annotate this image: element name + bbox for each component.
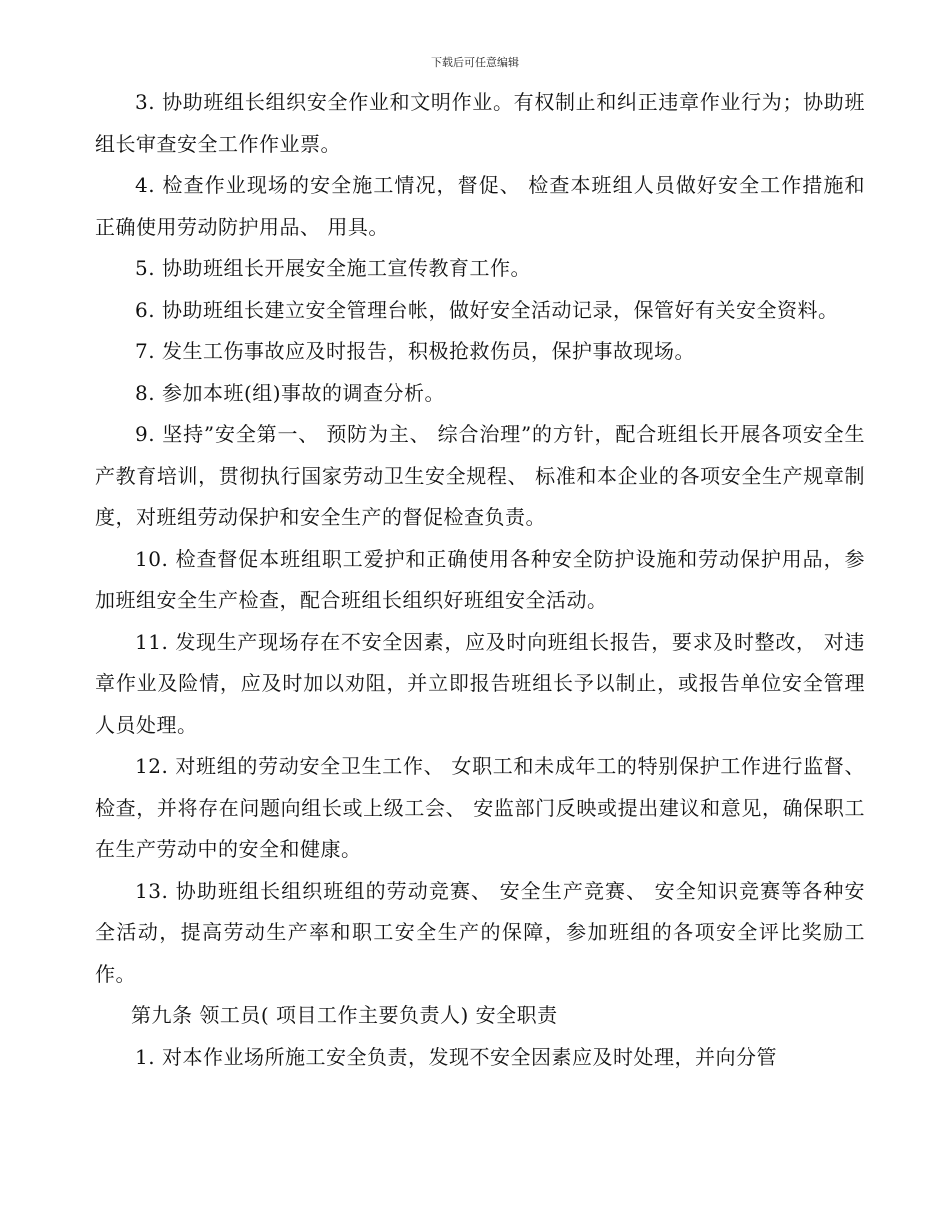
- article-heading: 第九条 领工员( 项目工作主要负责人) 安全职责: [131, 1003, 558, 1027]
- paragraph-item-6: 6. 协助班组长建立安全管理台帐，做好安全活动记录，保管好有关安全资料。: [135, 297, 839, 322]
- paragraph-item-3: 3. 协助班组长组织安全作业和文明作业。有权制止和纠正违章作业行为；协助班组长审查安全工作作业票。: [95, 90, 865, 156]
- paragraph-item-9: 9. 坚持”安全第一、 预防为主、 综合治理”的方针，配合班组长开展各项安全生产教育培训，贯彻执行国家劳动卫生安全规程、 标准和本企业的各项安全生产规章制度，对班组劳动保护和安全生产的督促检查负责。: [95, 422, 865, 529]
- paragraph-item-8: 8. 参加本班(组)事故的调查分析。: [135, 380, 446, 405]
- paragraph-item-4: 4. 检查作业现场的安全施工情况，督促、 检查本班组人员做好安全工作措施和正确使用劳动防护用品、 用具。: [95, 173, 865, 239]
- paragraph-item-10: 10. 检查督促本班组职工爱护和正确使用各种安全防护设施和劳动保护用品，参加班组安全生产检查，配合班组长组织好班组安全活动。: [95, 546, 865, 612]
- paragraph-item-7: 7. 发生工伤事故应及时报告，积极抢救伤员，保护事故现场。: [135, 339, 695, 363]
- paragraph-item-1: 1. 对本作业场所施工安全负责，发现不安全因素应及时处理，并向分管: [135, 1044, 777, 1069]
- paragraph-item-13: 13. 协助班组长组织班组的劳动竞赛、 安全生产竞赛、 安全知识竞赛等各种安全活动，提高劳动生产率和职工安全生产的保障，参加班组的各项安全评比奖励工作。: [95, 878, 865, 986]
- paragraph-item-12: 12. 对班组的劳动安全卫生工作、 女职工和未成年工的特别保护工作进行监督、 检查，并将存在问题向组长或上级工会、 安监部门反映或提出建议和意见，确保职工在生产劳动中的安全和健康。: [95, 754, 865, 861]
- paragraph-item-11: 11. 发现生产现场存在不安全因素，应及时向班组长报告，要求及时整改， 对违章作业及险情，应及时加以劝阻，并立即报告班组长予以制止，或报告单位安全管理人员处理。: [95, 629, 865, 737]
- document-body: [95, 82, 865, 1078]
- page-header: 下载后可任意编辑: [431, 56, 519, 69]
- paragraph-item-5: 5. 协助班组长开展安全施工宣传教育工作。: [135, 256, 531, 280]
